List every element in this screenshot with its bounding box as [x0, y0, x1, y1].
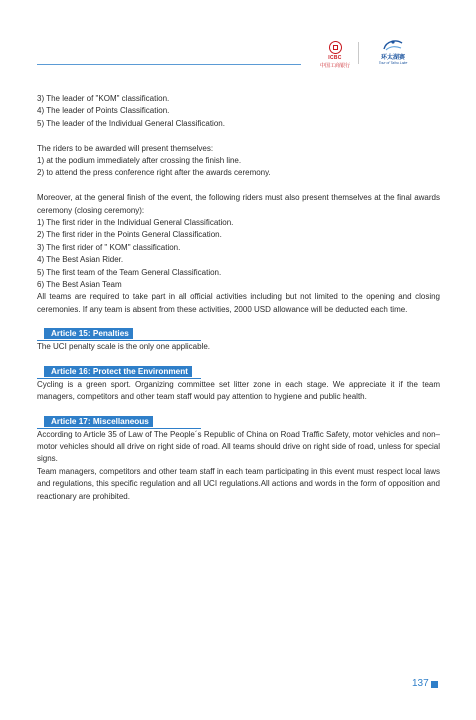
list-item: 4) The leader of Points Classification. — [37, 106, 170, 116]
list-item: 5) The first team of the Team General Classification. — [37, 267, 222, 277]
article-heading: Article 16: Protect the Environment — [44, 366, 192, 377]
article-paragraph: The UCI penalty scale is the only one applicable. — [37, 342, 210, 352]
icbc-emblem-icon — [329, 41, 342, 54]
list-item: 5) The leader of the Individual General Classification. — [37, 118, 225, 128]
article-paragraph: Team managers, competitors and other team staff in each team participating in this event must respect local laws and regulations, this specific regulation and all UCI regulations.All actions and words in the form of opposition and reactionary are prohibited. — [37, 466, 440, 501]
cyclist-swirl-icon — [382, 38, 404, 52]
race-logo-subtitle: Tour of Taihu Lake — [378, 61, 408, 65]
article-16-heading-block — [37, 366, 440, 378]
logo-divider — [358, 42, 359, 64]
article-heading: Article 15: Penalties — [44, 328, 133, 339]
list-item: 2) The first rider in the Points General Classification. — [37, 230, 222, 240]
icbc-logo — [316, 41, 354, 69]
list-item: 6) The Best Asian Team — [37, 280, 122, 290]
list-item: 1) at the podium immediately after crossing the finish line. — [37, 156, 242, 166]
icbc-logo-text: ICBC — [328, 55, 342, 61]
list-item: 1) The first rider in the Individual General Classification. — [37, 218, 234, 228]
list-item: 2) to attend the press conference right after the awards ceremony. — [37, 168, 271, 178]
heading-underline — [37, 428, 201, 429]
article-heading: Article 17: Miscellaneous — [44, 416, 153, 427]
article-paragraph: Cycling is a green sport. Organizing committee set litter zone in each stage. We appreciate it if the team managers, competitors and other team staff would pay attention to hygiene and public health. — [37, 379, 440, 402]
heading-underline — [37, 378, 201, 379]
final-ceremony-intro: Moreover, at the general finish of the event, the following riders must also present themselves at the final awards ceremony (closing ceremony): — [37, 193, 440, 215]
icbc-bank-name: 中国工商银行 — [319, 63, 350, 69]
article-17-heading-block — [37, 416, 440, 428]
list-item: 3) The first rider of " KOM" classification. — [37, 242, 181, 252]
list-item: 3) The leader of "KOM" classification. — [37, 94, 170, 103]
page-content — [37, 93, 440, 503]
page-marker-square — [431, 681, 438, 688]
list-item: 4) The Best Asian Rider. — [37, 255, 124, 265]
race-logo-title: 环太湖赛 — [380, 55, 405, 61]
present-intro: The riders to be awarded will present themselves: — [37, 143, 214, 153]
race-logo — [363, 38, 423, 65]
article-15-heading-block — [37, 328, 440, 340]
teams-note: All teams are required to take part in all official activities including but not limited to the opening and closing ceremonies. If any team is absent from these activities, 2000 USD allowance will be deducted each time. — [37, 292, 440, 314]
heading-underline — [37, 340, 201, 341]
article-paragraph: According to Article 35 of Law of The People´s Republic of China on Road Traffic Safety, motor vehicles and non–motor vehicles should all drive on right side of road. All teams should drive on right side of road, unless for special signs. — [37, 429, 440, 464]
header-rule — [37, 64, 301, 65]
page-number: 137 — [412, 678, 429, 689]
